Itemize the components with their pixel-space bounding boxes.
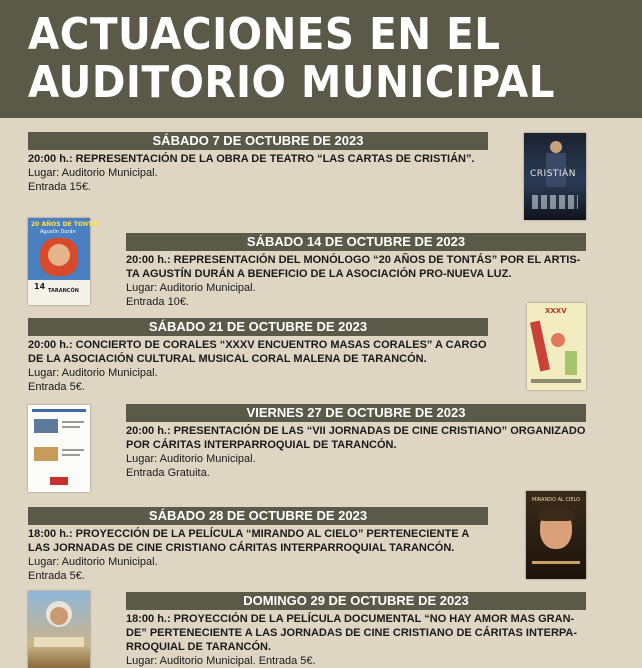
event-oct-7 [28,132,498,194]
event-location: Lugar: Auditorio Municipal. [126,453,256,465]
event-description: 20:00 h.: REPRESENTACIÓN DEL MONÓLOGO “20 AÑOS DE TONTÁS” POR EL ARTIS- TA AGUSTÍN DURÁN A BENEFICIO DE LA ASOCIACIÓN PRO-NUEVA LUZ. [126,254,581,280]
event-date-bar: SÁBADO 28 DE OCTUBRE DE 2023 [28,507,488,525]
poster-20-anos-de-tontas [28,218,101,305]
poster-las-cartas-de-cristian [524,133,586,220]
page-header [0,0,642,118]
event-date-bar: SÁBADO 7 DE OCTUBRE DE 2023 [28,132,488,150]
event-entry: Entrada Gratuita. [126,467,210,479]
event-location: Lugar: Auditorio Municipal. [28,167,158,179]
event-date-bar: SÁBADO 14 DE OCTUBRE DE 2023 [126,233,586,251]
event-date-bar: SÁBADO 21 DE OCTUBRE DE 2023 [28,318,488,336]
event-oct-14 [126,233,591,309]
event-location: Lugar: Auditorio Municipal. [28,367,158,379]
poster-no-hay-amor-mas-grande [28,591,90,668]
event-description: 18:00 h.: PROYECCIÓN DE LA PELÍCULA DOCUMENTAL “NO HAY AMOR MAS GRAN- DE” PERTENECIENTE A LAS JORNADAS DE CINE CRISTIANO DE CÁRITAS INTERPA- RROQUIAL DE TARANCÓN. [126,613,578,653]
page-title-line-1: ACTUACIONES EN EL [28,9,501,60]
poster-title: CRISTIÁN [530,169,576,179]
event-oct-28 [28,507,498,583]
event-location: Lugar: Auditorio Municipal. Entrada 5€. [126,655,316,667]
event-description: 18:00 h.: PROYECCIÓN DE LA PELÍCULA “MIRANDO AL CIELO” PERTENECIENTE A LAS JORNADAS DE CINE CRISTIANO CÁRITAS INTERPARROQUIAL TARANCÓN. [28,528,470,554]
event-location: Lugar: Auditorio Municipal. [126,282,256,294]
event-entry: Entrada 10€. [126,296,189,308]
event-entry: Entrada 5€. [28,381,85,393]
poster-title: 20 AÑOS DE TONTÁS [31,221,101,228]
event-oct-21 [28,318,498,394]
event-date-bar: DOMINGO 29 DE OCTUBRE DE 2023 [126,592,586,610]
event-entry: Entrada 5€. [28,570,85,582]
event-entry: Entrada 15€. [28,181,91,193]
event-oct-27 [126,404,591,480]
poster-mirando-al-cielo [526,491,586,579]
poster-jornadas-cine-cristiano [28,405,90,492]
poster-subtitle: Agustín Durán [40,229,76,235]
page-title-line-2: AUDITORIO MUNICIPAL [28,57,556,108]
event-oct-29 [126,592,591,668]
event-date-bar: VIERNES 27 DE OCTUBRE DE 2023 [126,404,586,422]
poster-encuentro-masas-corales [527,303,586,390]
poster-title: MIRANDO AL CIELO [532,497,581,503]
poster-city: TARANCÓN [48,288,79,294]
poster-day: 14 [34,282,46,291]
event-description: 20:00 h.: PRESENTACIÓN DE LAS “VII JORNADAS DE CINE CRISTIANO” ORGANIZADO POR CÁRITAS INTERPARROQUIAL DE TARANCÓN. [126,425,586,451]
event-description: 20:00 h.: CONCIERTO DE CORALES “XXXV ENCUENTRO MASAS CORALES” A CARGO DE LA ASOCIACIÓN CULTURAL MUSICAL CORAL MALENA DE TARANCÓN. [28,339,487,365]
event-location: Lugar: Auditorio Municipal. [28,556,158,568]
poster-title: XXXV [545,307,567,315]
event-description: 20:00 h.: REPRESENTACIÓN DE LA OBRA DE TEATRO “LAS CARTAS DE CRISTIÁN”. [28,153,475,165]
